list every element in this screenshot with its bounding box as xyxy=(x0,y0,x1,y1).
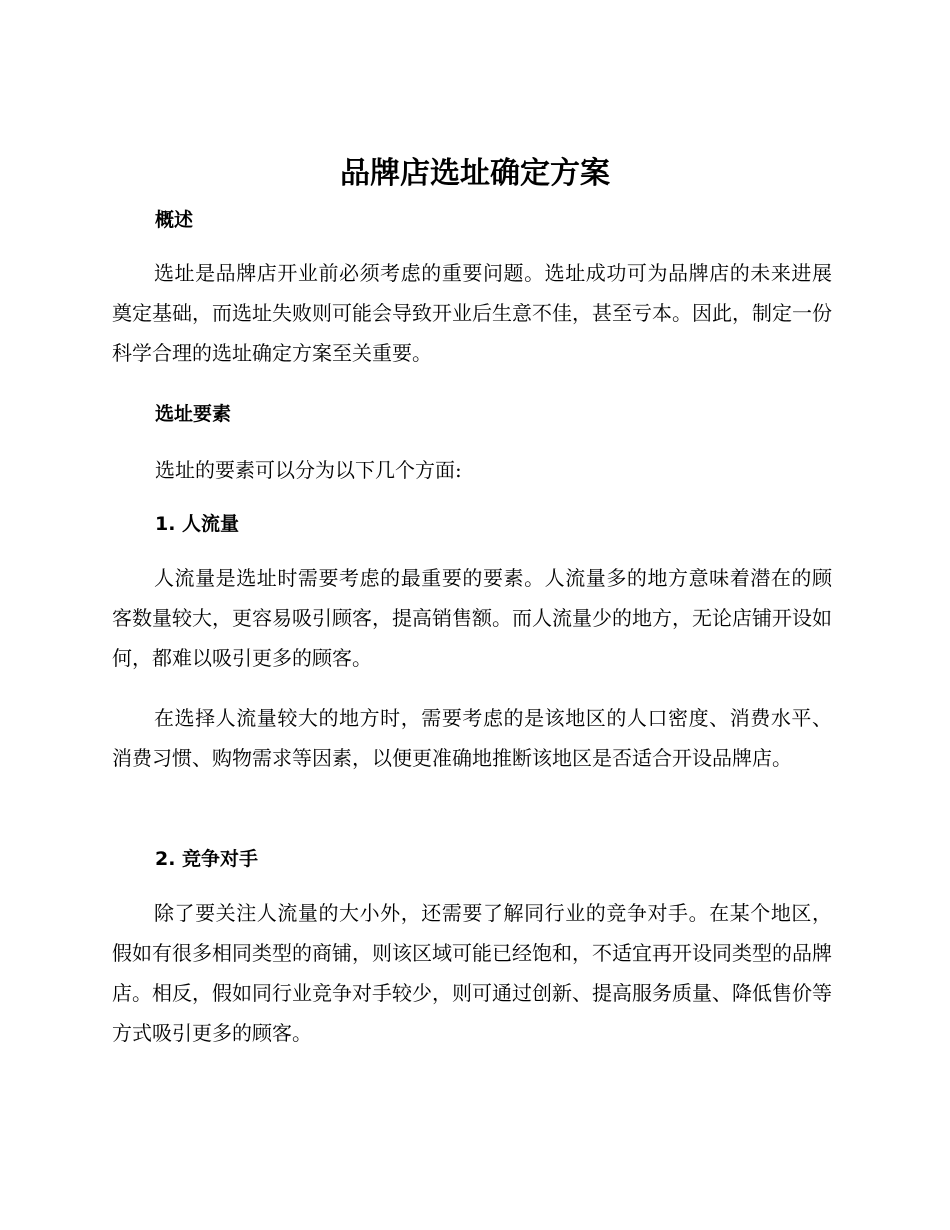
traffic-paragraph-1: 人流量是选址时需要考虑的最重要的要素。人流量多的地方意味着潜在的顾客数量较大，更容易吸引顾客，提高销售额。而人流量少的地方，无论店铺开设如何，都难以吸引更多的顾客。 xyxy=(112,566,832,670)
document-title: 品牌店选址确定方案 xyxy=(340,156,610,191)
factors-intro: 选址的要素可以分为以下几个方面: xyxy=(155,458,462,482)
section-heading-traffic: 1. 人流量 xyxy=(155,513,240,535)
competition-paragraph: 除了要关注人流量的大小外，还需要了解同行业的竞争对手。在某个地区，假如有很多相同类型的商铺，则该区域可能已经饱和，不适宜再开设同类型的品牌店。相反，假如同行业竞争对手较少，则可通过创新、提高服务质量、降低售价等方式吸引更多的顾客。 xyxy=(112,901,832,1045)
section-heading-factors: 选址要素 xyxy=(155,403,232,425)
section-heading-competition: 2. 竞争对手 xyxy=(155,848,259,870)
overview-paragraph: 选址是品牌店开业前必须考虑的重要问题。选址成功可为品牌店的未来进展奠定基础，而选址失败则可能会导致开业后生意不佳，甚至亏本。因此，制定一份科学合理的选址确定方案至关重要。 xyxy=(112,261,832,365)
traffic-paragraph-2: 在选择人流量较大的地方时，需要考虑的是该地区的人口密度、消费水平、消费习惯、购物需求等因素，以便更准确地推断该地区是否适合开设品牌店。 xyxy=(112,706,832,770)
section-heading-overview: 概述 xyxy=(155,209,194,231)
